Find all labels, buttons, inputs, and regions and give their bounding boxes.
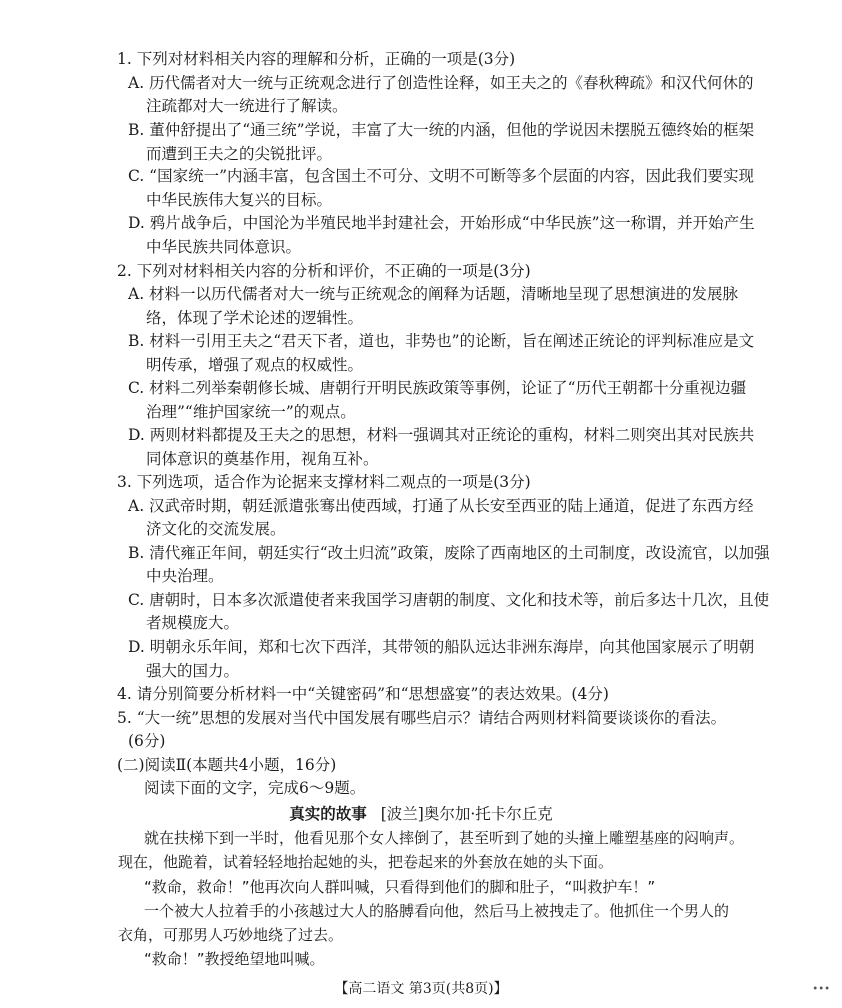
q2-option-d-cont: 同体意识的奠基作用，视角互补。 xyxy=(146,450,379,468)
question-3-stem: 3. 下列选项，适合作为论据来支撑材料二观点的一项是(3分) xyxy=(117,473,531,491)
q1-option-c: C. “国家统一”内涵丰富，包含国土不可分、文明不可断等多个层面的内容，因此我们要实现 xyxy=(128,167,755,185)
q1-option-a-cont: 注疏都对大一统进行了解读。 xyxy=(146,97,348,115)
question-5-cont: (6分) xyxy=(128,732,166,750)
q1-option-b-cont: 而遭到王夫之的尖锐批评。 xyxy=(146,145,333,163)
question-4: 4. 请分别简要分析材料一中“关键密码”和“思想盛宴”的表达效果。(4分) xyxy=(117,685,609,703)
q1-option-a: A. 历代儒者对大一统与正统观念进行了创造性诠释，如王夫之的《春秋稗疏》和汉代何休的 xyxy=(128,74,754,92)
page-footer: 【高二语文 第3页(共8页)】 xyxy=(334,981,508,997)
story-title: 真实的故事 xyxy=(289,804,367,823)
q2-option-c-cont: 治理”“维护国家统一”的观点。 xyxy=(146,403,356,421)
q2-option-c: C. 材料二列举秦朝修长城、唐朝行开明民族政策等事例，论证了“历代王朝都十分重视边疆 xyxy=(128,379,747,397)
question-2-stem: 2. 下列对材料相关内容的分析和评价，不正确的一项是(3分) xyxy=(117,262,531,280)
q3-option-c-cont: 者规模庞大。 xyxy=(146,614,240,632)
q1-option-c-cont: 中华民族伟大复兴的目标。 xyxy=(146,191,333,209)
story-line: 就在扶梯下到一半时，他看见那个女人摔倒了，甚至听到了她的头撞上雕塑基座的闷响声。 xyxy=(144,829,745,847)
story-line: “救命！”教授绝望地叫喊。 xyxy=(144,950,325,968)
question-5: 5. “大一统”思想的发展对当代中国发展有哪些启示？请结合两则材料简要谈谈你的看法。 xyxy=(117,709,727,727)
question-1-stem: 1. 下列对材料相关内容的理解和分析，正确的一项是(3分) xyxy=(117,50,516,68)
corner-mark: ••• xyxy=(812,984,830,995)
story-line: 现在，他跪着，试着轻轻地抬起她的头，把卷起来的外套放在她的头下面。 xyxy=(118,853,614,871)
q3-option-b: B. 清代雍正年间，朝廷实行“改土归流”政策，废除了西南地区的土司制度，改设流官，以加强 xyxy=(128,544,770,562)
story-line: “救命，救命！”他再次向人群叫喊，只看得到他们的脚和肚子，“叫救护车！” xyxy=(144,878,656,896)
q3-option-a-cont: 济文化的交流发展。 xyxy=(146,520,286,538)
q3-option-d: D. 明朝永乐年间，郑和七次下西洋，其带领的船队远达非洲东海岸，向其他国家展示了明朝 xyxy=(128,638,755,656)
q1-option-d-cont: 中华民族共同体意识。 xyxy=(146,238,302,256)
story-author: [波兰]奥尔加·托卡尔丘克 xyxy=(380,805,553,823)
q3-option-b-cont: 中央治理。 xyxy=(146,567,224,585)
reading-instruction: 阅读下面的文字，完成6～9题。 xyxy=(144,779,366,797)
story-title-row xyxy=(0,803,842,825)
q1-option-d: D. 鸦片战争后，中国沦为半殖民地半封建社会，开始形成“中华民族”这一称谓，并开始产生 xyxy=(128,214,755,232)
q2-option-a-cont: 络，体现了学术论述的逻辑性。 xyxy=(146,309,364,327)
q2-option-a: A. 材料一以历代儒者对大一统与正统观念的阐释为话题，清晰地呈现了思想演进的发展脉 xyxy=(128,285,739,303)
q3-option-a: A. 汉武帝时期，朝廷派遣张骞出使西域，打通了从长安至西亚的陆上通道，促进了东西方经 xyxy=(128,497,754,515)
q2-option-b: B. 材料一引用王夫之“君天下者，道也，非势也”的论断，旨在阐述正统论的评判标准应是文 xyxy=(128,332,755,350)
story-line: 一个被大人拉着手的小孩越过大人的胳膊看向他，然后马上被拽走了。他抓住一个男人的 xyxy=(144,902,730,920)
story-line: 衣角，可那男人巧妙地绕了过去。 xyxy=(118,926,344,944)
q2-option-d: D. 两则材料都提及王夫之的思想，材料一强调其对正统论的重构，材料二则突出其对民族共 xyxy=(128,426,755,444)
q3-option-d-cont: 强大的国力。 xyxy=(146,662,240,680)
section-heading: (二)阅读Ⅱ(本题共4小题，16分) xyxy=(117,756,337,774)
q2-option-b-cont: 明传承，增强了观点的权威性。 xyxy=(146,356,364,374)
q3-option-c: C. 唐朝时，日本多次派遣使者来我国学习唐朝的制度、文化和技术等，前后多达十几次，且使 xyxy=(128,591,770,609)
q1-option-b: B. 董仲舒提出了“通三统”学说，丰富了大一统的内涵，但他的学说因未摆脱五德终始的框架 xyxy=(128,121,755,139)
